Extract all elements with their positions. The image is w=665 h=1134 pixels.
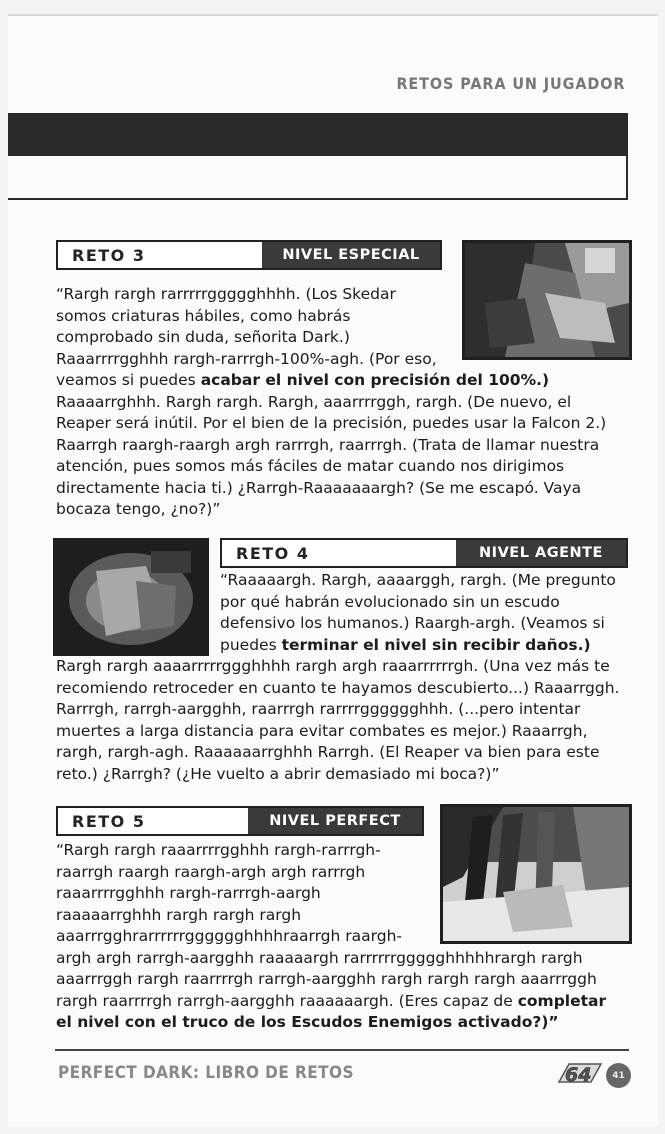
reto-4-line-5: Rargh rargh aaaarrrrrggghhhh rargh argh raaarrrrrrgh. (Una vez más te	[56, 657, 610, 675]
header-bar	[8, 113, 628, 156]
reto-4-line-6: recomiendo retroceder en cuanto te hayamos descubierto...) Raaarrggh.	[56, 678, 620, 697]
reto-4-text-top	[220, 570, 630, 656]
reto-5-header	[56, 806, 424, 836]
footer-rule	[55, 1049, 629, 1051]
reto-5-line-4: raaaaarrghhh rargh rargh rargh	[56, 905, 302, 924]
reto-3-line-9: atención, pues somos más fáciles de matar cuando nos dirigimos	[56, 457, 565, 475]
section-title: RETOS PARA UN JUGADOR	[396, 74, 625, 93]
reto-5-line-1: “Rargh rargh raaarrrrgghhh rargh-rarrrgh-	[56, 841, 381, 859]
reto-5-line-7: aaarrrggh rargh raarrrrgh rarrgh-aargghh rargh rargh rargh aaarrrggh	[56, 970, 597, 988]
reto-3-line-7: Reaper será inútil. Por el bien de la precisión, puedes usar la Falcon 2.)	[56, 414, 607, 432]
reto-4-line-2: por qué habrán evolucionado sin un escudo	[220, 592, 560, 611]
reto-3-line-3: comprobado sin duda, señorita Dark.)	[56, 328, 350, 346]
reto-5-objective-a: completar	[517, 991, 607, 1010]
reto-3-line-11: bocaza tengo, ¿no?)”	[56, 500, 221, 518]
reto-5-text	[56, 840, 630, 1034]
reto-4-screenshot	[53, 538, 209, 656]
reto-5-line-8: rargh raarrrrgh rarrgh-aargghh raaaaaargh. (Eres capaz de	[56, 991, 518, 1010]
reto-3-line-4: Raaarrrrgghhh rargh-rarrrgh-100%-agh. (Por eso,	[56, 349, 437, 368]
reto-5-line-3: raaarrrrgghhh rargh-rarrrgh-aargh	[56, 884, 321, 902]
reto-4-line-4: puedes	[220, 635, 282, 654]
reto-3-line-10: directamente hacia ti.) ¿Rarrgh-Raaaaaaargh? (Se me escapó. Vaya	[56, 478, 582, 497]
reto-4-objective: terminar el nivel sin recibir daños.)	[281, 635, 591, 654]
reto-3-nivel: NIVEL ESPECIAL	[262, 242, 440, 268]
book-title: PERFECT DARK: LIBRO DE RETOS	[58, 1063, 354, 1083]
reto-4-label: RETO 4	[236, 544, 310, 563]
n64-logo	[555, 1060, 605, 1088]
reto-3-header	[56, 240, 442, 270]
reto-5-objective-b: el nivel con el truco de los Escudos Enemigos activado?)”	[56, 1013, 559, 1031]
reto-4-nivel: NIVEL AGENTE	[456, 540, 626, 566]
header-box	[8, 156, 628, 200]
reto-4-header	[220, 538, 628, 568]
reto-3-line-1: “Rargh rargh rarrrrrggggghhhh. (Los Skedar	[56, 285, 396, 303]
reto-5-label: RETO 5	[72, 812, 146, 831]
reto-4-line-9: rargh, rargh-agh. Raaaaaarrghhh Rarrgh. (El Reaper va bien para este	[56, 743, 600, 761]
reto-3-line-2: somos criaturas hábiles, como habrás	[56, 306, 351, 325]
reto-5-nivel: NIVEL PERFECT	[248, 808, 422, 834]
reto-4-line-7: Rarrrgh, rarrgh-aargghh, raarrrgh rarrrrgggggghhh. (...pero intentar	[56, 700, 581, 718]
reto-4-text-bottom	[56, 656, 628, 785]
reto-5-line-2: raarrgh raargh raargh-argh argh rarrrgh	[56, 862, 366, 881]
reto-4-line-8: muertes a larga distancia para evitar combates es mejor.) Raaarrgh,	[56, 721, 588, 740]
top-rule	[8, 14, 658, 16]
reto-3-objective: acabar el nivel con precisión del 100%.)	[200, 371, 550, 389]
reto-3-line-8: Raarrgh raargh-raargh argh rarrrgh, raarrrgh. (Trata de llamar nuestra	[56, 435, 600, 454]
reto-3-line-6: Raaaarrghhh. Rargh rargh. Rargh, aaarrrrggh, rargh. (De nuevo, el	[56, 392, 572, 411]
reto-5-line-5: aaarrrgghrarrrrrrgggggghhhhraarrgh raargh-	[56, 927, 402, 945]
reto-4-line-3: defensivo los humanos.) Raargh-argh. (Veamos si	[220, 614, 605, 632]
reto-3-label: RETO 3	[72, 246, 146, 265]
reto-3-line-5: veamos si puedes	[56, 371, 201, 389]
reto-5-line-6: argh argh rarrgh-aargghh raaaaargh rarrrrrrggggghhhhhrargh rargh	[56, 948, 583, 967]
reto-3-text	[56, 284, 626, 521]
reto-4-line-10: reto.) ¿Rarrgh? (¿He vuelto a abrir demasiado mi boca?)”	[56, 764, 500, 783]
page-number: 41	[606, 1063, 631, 1088]
reto-4-line-1: “Raaaaargh. Rargh, aaaarggh, rargh. (Me pregunto	[220, 571, 616, 589]
n64-logo-text: 64	[565, 1064, 592, 1086]
